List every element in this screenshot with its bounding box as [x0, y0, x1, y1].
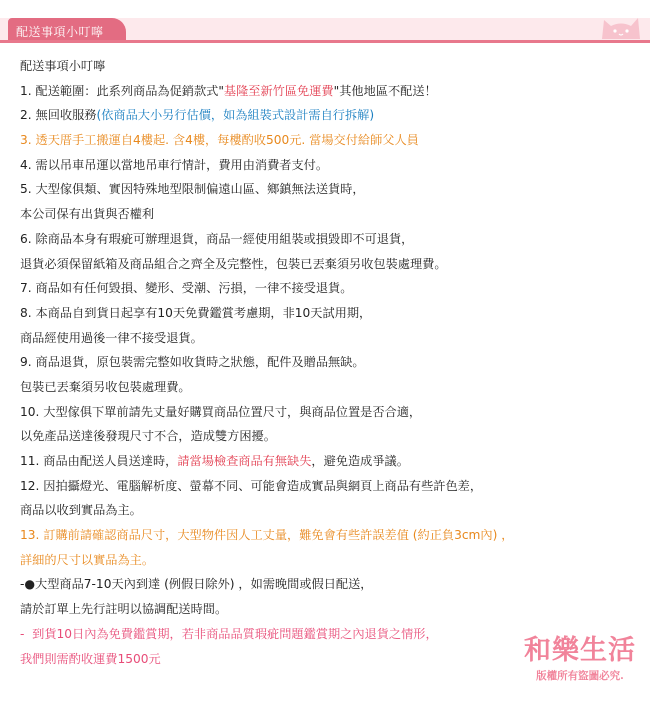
notice-text-segment: 11. 商品由配送人員送達時，: [20, 454, 178, 468]
notice-text-segment: 本公司保有出貨與否權利: [20, 207, 155, 222]
notice-text-segment: 我們則需酌收運費1500元: [20, 651, 161, 666]
notice-text-segment: 8. 本商品自到貨日起享有10天免費鑑賞考慮期，非10天試用期，: [20, 305, 372, 320]
notice-text-segment: - 到貨10日內為免費鑑賞期，若非商品品質瑕疵問題鑑賞期之內退貨之情形，: [20, 626, 438, 641]
notice-line: [20, 177, 640, 202]
notice-line: [20, 79, 640, 104]
notice-line: [20, 202, 640, 227]
notice-line: [20, 400, 640, 425]
notice-text-segment: (依商品大小另行估價，如為組裝式設計需自行拆解): [96, 108, 375, 123]
notice-line: [20, 548, 640, 573]
notice-text-segment: 2. 無回收服務: [20, 108, 97, 123]
notice-text-segment: -●大型商品7-10天內到達 (例假日除外) ，如需晚間或假日配送，: [20, 577, 373, 592]
notice-text-segment: 1. 配送範圍：此系列商品為促銷款式": [20, 83, 224, 98]
notice-text-segment: 配送事項小叮嚀: [20, 59, 106, 73]
notice-text-segment: 以免產品送達後發現尺寸不合，造成雙方困擾。: [20, 429, 276, 444]
notice-body: [20, 54, 640, 671]
notice-text-segment: 商品經使用過後一律不接受退貨。: [20, 330, 203, 345]
notice-line: [20, 350, 640, 375]
notice-line: [20, 498, 640, 523]
notice-text-segment: 13. 訂購前請確認商品尺寸，大型物件因人工丈量，難免會有些許誤差值 (約正負3cm內) ，: [20, 528, 514, 543]
notice-text-segment: 3. 透天厝手工搬運自4樓起. 含4樓，每樓酌收500元. 當場交付給師父人員: [20, 133, 419, 148]
stamp-title: 和樂生活: [524, 635, 636, 666]
notice-text-segment: 請當場檢查商品有無缺失: [177, 454, 312, 468]
notice-line: [20, 252, 640, 277]
watermark-stamp: [520, 634, 640, 706]
notice-text-segment: 9. 商品退貨，原包裝需完整如收貨時之狀態，配件及贈品無缺。: [20, 355, 365, 370]
notice-text-segment: 12. 因拍攝燈光、電腦解析度、螢幕不同、可能會造成實品與網頁上商品有些許色差，: [20, 478, 483, 493]
notice-text-segment: 7. 商品如有任何毀損、變形、受潮、污損，一律不接受退貨。: [20, 281, 353, 296]
notice-text-segment: 詳細的尺寸以實品為主。: [20, 552, 155, 567]
header-tab-label: 配送事項小叮嚀: [16, 25, 104, 39]
notice-text-segment: 5. 大型傢俱類、實因特殊地型限制偏遠山區、鄉鎮無法送貨時，: [20, 182, 365, 197]
notice-text-segment: ，避免造成爭議。: [311, 454, 409, 468]
notice-line: [20, 572, 640, 597]
notice-line: [20, 128, 640, 153]
notice-line: [20, 227, 640, 252]
notice-line: [20, 523, 640, 548]
notice-text-segment: 商品以收到實品為主。: [20, 503, 142, 518]
notice-line: [20, 597, 640, 622]
notice-line: [20, 375, 640, 400]
notice-line: [20, 276, 640, 301]
notice-text-segment: 退貨必須保留紙箱及商品組合之齊全及完整性，包裝已丟棄須另收包裝處理費。: [20, 256, 447, 271]
notice-text-segment: 請於訂單上先行註明以協調配送時間。: [20, 602, 228, 617]
stamp-subtitle: 版權所有盜圖必究.: [536, 670, 624, 682]
notice-text-segment: 基隆至新竹區免運費: [223, 83, 334, 98]
notice-line: [20, 153, 640, 178]
notice-text-segment: 6. 除商品本身有瑕疵可辦理退貨，商品一經使用組裝或損毀即不可退貨，: [20, 231, 414, 246]
notice-line: [20, 474, 640, 499]
notice-line: [20, 326, 640, 351]
notice-line: [20, 301, 640, 326]
header-divider: [0, 40, 650, 43]
notice-line: [20, 449, 640, 474]
notice-line: [20, 424, 640, 449]
notice-text-segment: 4. 需以吊車吊運以當地吊車行情計，費用由消費者支付。: [20, 157, 329, 172]
notice-text-segment: "其他地區不配送！: [333, 83, 437, 98]
notice-line: [20, 103, 640, 128]
cat-face-icon: [598, 10, 644, 40]
notice-text-segment: 包裝已丟棄須另收包裝處理費。: [20, 379, 191, 394]
notice-text-segment: 10. 大型傢俱下單前請先丈量好購買商品位置尺寸，與商品位置是否合適，: [20, 404, 422, 419]
notice-heading: [20, 54, 640, 79]
